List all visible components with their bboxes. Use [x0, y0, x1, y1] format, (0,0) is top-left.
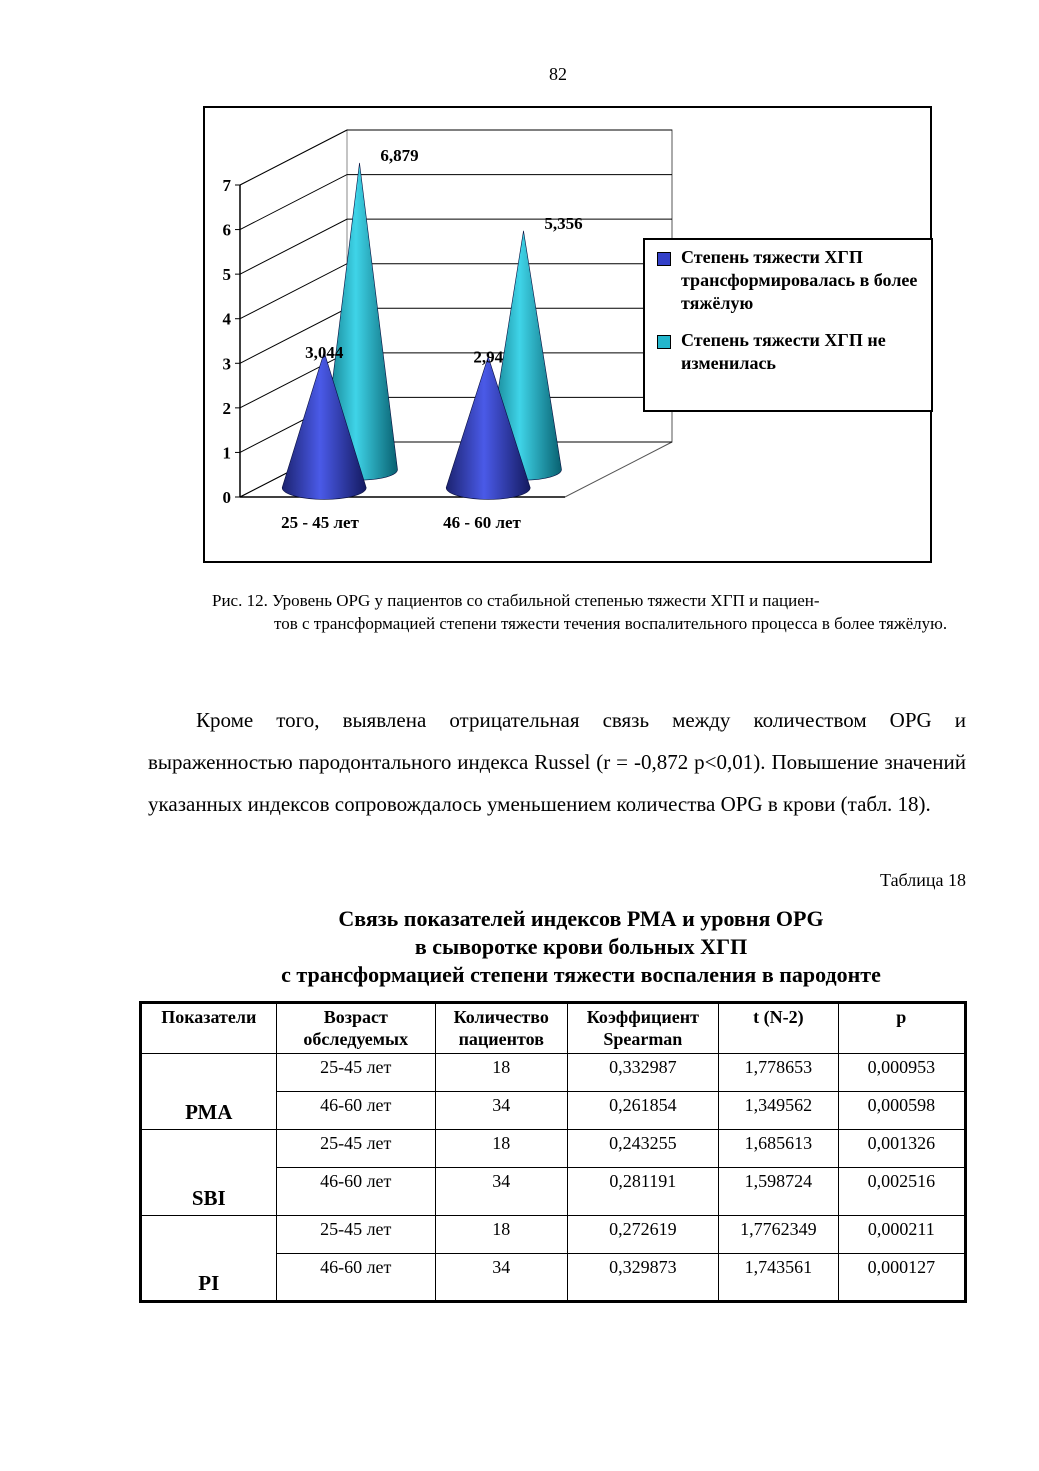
- table-row: [141, 1054, 966, 1092]
- table-cell: 46-60 лет: [276, 1254, 435, 1302]
- chart-legend: [643, 238, 933, 412]
- group-cell-sbi: SBI: [141, 1130, 277, 1216]
- table-cell: 1,778653: [719, 1054, 839, 1092]
- table-cell: 18: [435, 1054, 567, 1092]
- table-cell: 0,000211: [838, 1216, 965, 1254]
- legend-label-unchanged: Степень тяжести ХГП не изменилась: [681, 330, 886, 373]
- table-cell: 25-45 лет: [276, 1130, 435, 1168]
- table-row: [141, 1130, 966, 1168]
- y-tick-label: 4: [222, 309, 231, 329]
- table-cell: 46-60 лет: [276, 1168, 435, 1216]
- table-cell: 0,000598: [838, 1092, 965, 1130]
- table-title: [140, 905, 1022, 989]
- header-cell: Возраст обследуемых: [276, 1003, 435, 1054]
- table-title-line: с трансформацией степени тяжести воспаления в пародонте: [281, 962, 881, 987]
- table-cell: 25-45 лет: [276, 1054, 435, 1092]
- data-label-unchanged: 6,879: [380, 145, 419, 165]
- data-label-transformed: 2,94: [473, 347, 504, 367]
- group-cell-pma: РМА: [141, 1054, 277, 1130]
- legend-item-unchanged: [657, 329, 925, 375]
- body-paragraph: Кроме того, выявлена отрицательная связь между количеством OPG и выраженностью пародонтального индекса Russel (r = -0,872 p<0,01). Повышение значений указанных индексов сопровождалось уменьшением количества OPG в крови (табл. 18).: [148, 708, 966, 816]
- y-tick-label: 7: [222, 176, 231, 195]
- data-table: [139, 1001, 967, 1303]
- table-cell: 1,685613: [719, 1130, 839, 1168]
- table-cell: 0,002516: [838, 1168, 965, 1216]
- body-text: [148, 699, 966, 825]
- legend-swatch-transformed: [657, 252, 671, 266]
- table-header-row: [141, 1003, 966, 1054]
- table-row: [141, 1216, 966, 1254]
- table-cell: 1,598724: [719, 1168, 839, 1216]
- figure-caption-first-line: Рис. 12. Уровень OPG у пациентов со стабильной степенью тяжести ХГП и пациен-: [212, 591, 820, 610]
- y-tick-label: 1: [222, 443, 231, 463]
- header-cell: t (N-2): [719, 1003, 839, 1054]
- table-cell: 0,261854: [567, 1092, 719, 1130]
- x-tick-label: 25 - 45 лет: [281, 513, 359, 532]
- table-cell: 1,743561: [719, 1254, 839, 1302]
- x-tick-label: 46 - 60 лет: [443, 513, 521, 532]
- header-cell: Коэффициент Spearman: [567, 1003, 719, 1054]
- table-cell: 34: [435, 1254, 567, 1302]
- table-cell: 1,349562: [719, 1092, 839, 1130]
- group-cell-pi: PI: [141, 1216, 277, 1302]
- data-label-unchanged: 5,356: [544, 213, 583, 233]
- table-cell: 0,272619: [567, 1216, 719, 1254]
- table-title-line: Связь показателей индексов РМА и уровня OPG: [338, 906, 824, 931]
- header-cell: Количество пациентов: [435, 1003, 567, 1054]
- table-cell: 0,001326: [838, 1130, 965, 1168]
- legend-item-transformed: [657, 246, 925, 315]
- y-tick-label: 3: [222, 354, 231, 374]
- table-cell: 18: [435, 1216, 567, 1254]
- table-cell: 0,329873: [567, 1254, 719, 1302]
- y-tick-label: 0: [222, 488, 231, 507]
- table-cell: 0,281191: [567, 1168, 719, 1216]
- table-cell: 25-45 лет: [276, 1216, 435, 1254]
- header-cell: p: [838, 1003, 965, 1054]
- y-tick-label: 2: [222, 398, 231, 418]
- table-cell: 34: [435, 1092, 567, 1130]
- y-tick-label: 6: [222, 220, 231, 240]
- figure-chart: [203, 106, 932, 563]
- page-number: 82: [549, 64, 567, 84]
- table-cell: 0,000953: [838, 1054, 965, 1092]
- data-label-transformed: 3,044: [305, 342, 344, 362]
- table-cell: 34: [435, 1168, 567, 1216]
- legend-label-transformed: Степень тяжести ХГП трансформировалась в более тяжёлую: [681, 247, 918, 313]
- table-cell: 0,243255: [567, 1130, 719, 1168]
- table-cell: 0,332987: [567, 1054, 719, 1092]
- table-label: Таблица 18: [880, 870, 966, 890]
- figure-caption-rest: тов с трансформацией степени тяжести течения воспалительного процесса в более тяжёлую.: [274, 614, 948, 633]
- figure-caption: [212, 589, 966, 635]
- table-cell: 18: [435, 1130, 567, 1168]
- y-tick-label: 5: [222, 265, 231, 285]
- table-cell: 1,7762349: [719, 1216, 839, 1254]
- table-cell: 0,000127: [838, 1254, 965, 1302]
- legend-swatch-unchanged: [657, 335, 671, 349]
- header-cell: Показатели: [141, 1003, 277, 1054]
- table-cell: 46-60 лет: [276, 1092, 435, 1130]
- table-title-line: в сыворотке крови больных ХГП: [414, 934, 748, 959]
